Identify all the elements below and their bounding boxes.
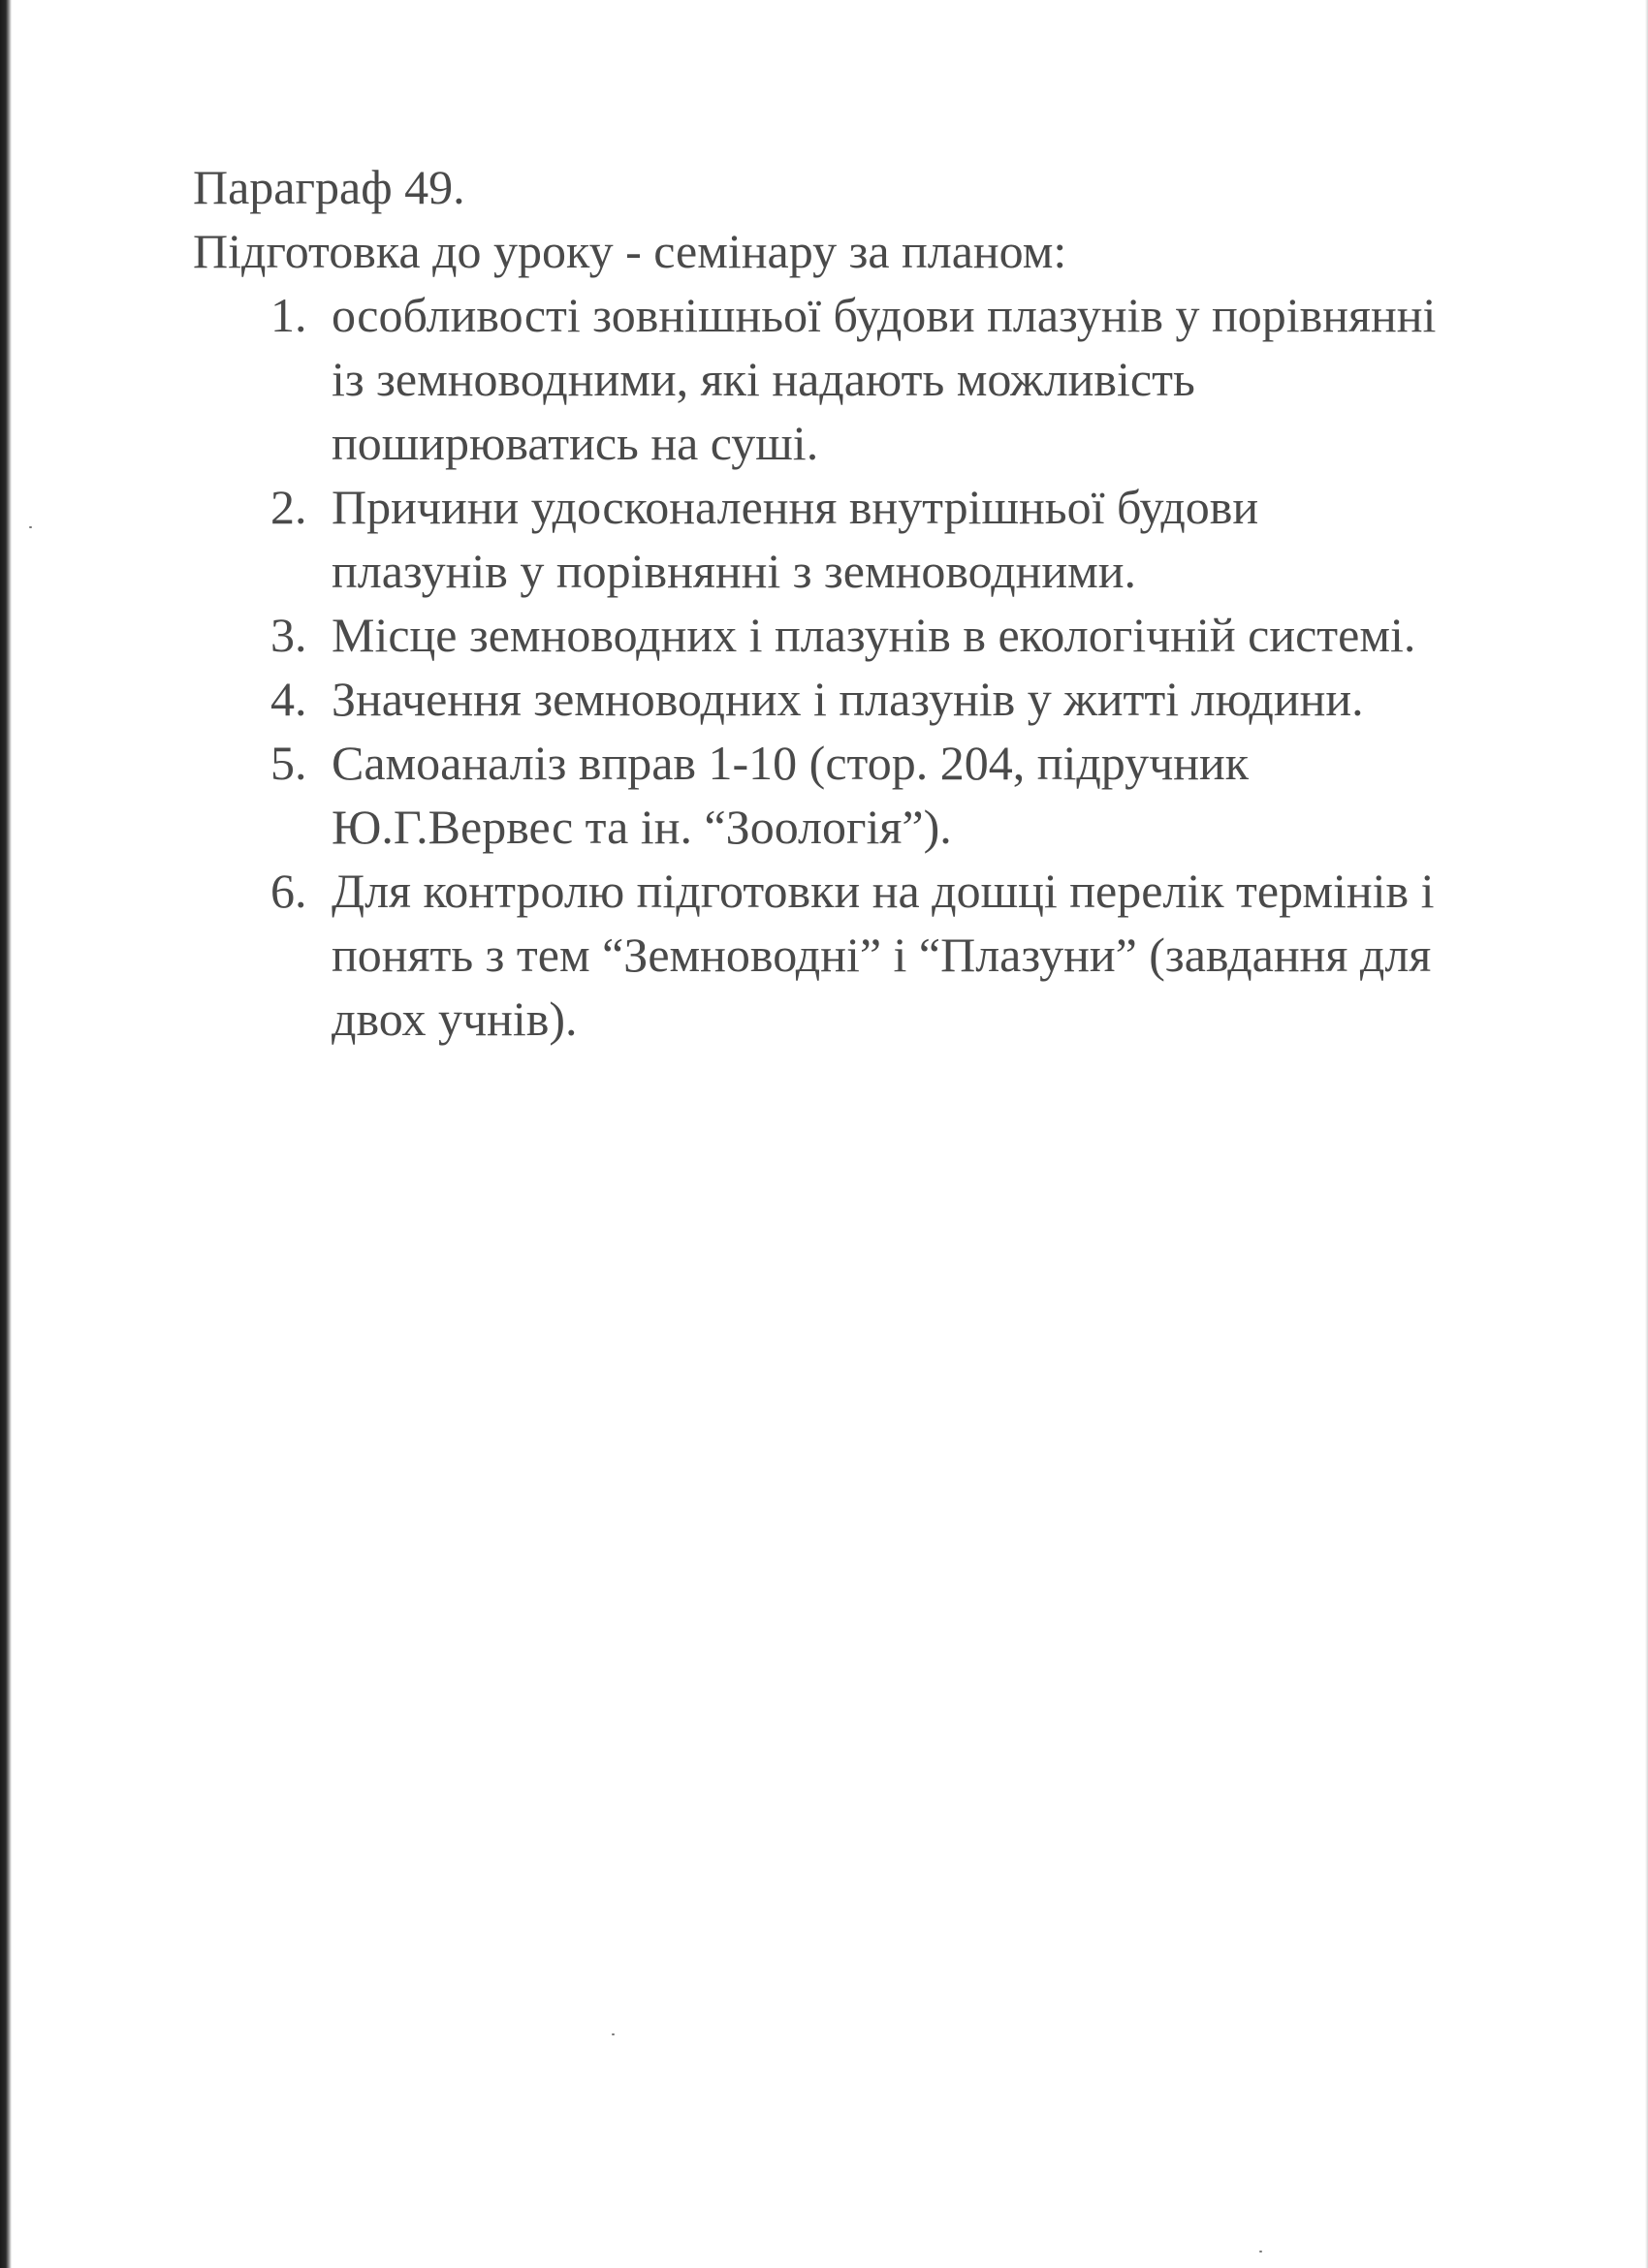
plan-item-text-line: Значення земноводних і плазунів у житті людини. (332, 672, 1364, 726)
scan-border-left (0, 0, 12, 2268)
plan-item-number: 1. (270, 288, 307, 342)
plan-item-text-line: Місце земноводних і плазунів в екологічній системі. (332, 608, 1416, 662)
document-body (193, 155, 1569, 1051)
plan-item-text-line: понять з тем “Земноводні” і “Плазуни” (завдання для (332, 928, 1432, 982)
plan-item-number: 6. (270, 864, 307, 918)
plan-item-number: 4. (270, 672, 307, 726)
plan-item-text-line: двох учнів). (332, 992, 578, 1046)
plan-item-text-line: із земноводними, які надають можливість (332, 352, 1195, 406)
paragraph-heading: Параграф 49. (193, 160, 465, 214)
scan-speck (29, 526, 32, 528)
plan-item-number: 5. (270, 736, 307, 790)
plan-item-text-line: поширюватись на суші. (332, 416, 819, 470)
lesson-subheading: Підготовка до уроку - семінару за планом: (193, 224, 1067, 278)
plan-item-1 (193, 283, 1648, 475)
plan-item-number: 3. (270, 608, 307, 662)
plan-item-text-line: Для контролю підготовки на дошці перелік термінів і (332, 864, 1435, 918)
plan-item-text-line: Ю.Г.Вервес та ін. “Зоологія”). (332, 800, 952, 854)
plan-item-2 (193, 475, 1648, 603)
plan-item-6 (193, 859, 1648, 1051)
seminar-plan-list (193, 283, 1569, 1051)
plan-item-text-line: Самоаналіз вправ 1-10 (стор. 204, підручник (332, 736, 1250, 790)
plan-item-4 (193, 667, 1648, 731)
plan-item-text-line: плазунів у порівнянні з земноводними. (332, 544, 1137, 598)
plan-item-text-line: особливості зовнішньої будови плазунів у порівнянні (332, 288, 1437, 342)
plan-item-number: 2. (270, 480, 307, 534)
scan-speck (612, 2033, 615, 2035)
plan-item-text-line: Причини удосконалення внутрішньої будови (332, 480, 1259, 534)
plan-item-3 (193, 603, 1648, 667)
plan-item-5 (193, 731, 1648, 859)
scan-speck (1259, 2251, 1262, 2252)
